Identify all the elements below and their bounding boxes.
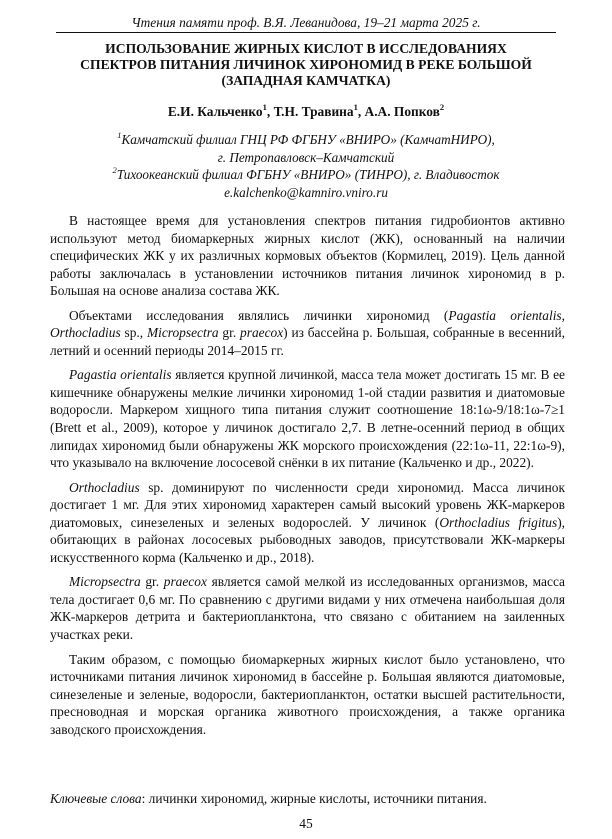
author-name: А.А. Попков [364, 104, 440, 119]
species-name: Micropsectra [69, 574, 141, 590]
author-separator: , [357, 104, 365, 119]
species-name: Micropsectra [146, 325, 219, 341]
paragraph-pagastia [50, 366, 565, 471]
author-separator: , [266, 104, 274, 119]
species-name: Orthocladius [50, 325, 121, 341]
affiliation-1-city: г. Петропавловск–Камчатский [217, 149, 395, 165]
affiliation-2 [40, 166, 572, 184]
author-name: Е.И. Кальченко [167, 104, 263, 119]
running-header: Чтения памяти проф. В.Я. Леванидова, 19–21 марта 2025 г. [56, 14, 556, 33]
keywords-label: Ключевые слова [50, 791, 142, 806]
title-line: ИСПОЛЬЗОВАНИЕ ЖИРНЫХ КИСЛОТ В ИССЛЕДОВАНИЯХ [105, 41, 507, 56]
affiliation-text: Камчатский филиал ГНЦ РФ ФГБНУ «ВНИРО» (КамчатНИРО), [121, 132, 495, 147]
article-title [40, 41, 572, 89]
author-affiliation-mark: 1 [262, 102, 267, 112]
paragraph-orthocladius [50, 479, 565, 567]
text-run: sp. доминируют по численности среди хирономид. Масса личинок достигает 1 мг. Для этих хирономид характерен самый высокий уровень ЖК-маркеров диатомовых, синезеленых и зеленых водорослей. У личинок ( [50, 479, 565, 530]
species-name: Pagastia orientalis [69, 367, 172, 383]
text-run: ), обитающих в районах лососевых рыбоводных заводов, присутствовали ЖК-маркеры искусственного корма (Кальченко и др., 2018). [50, 514, 565, 565]
author-affiliation-mark: 1 [353, 102, 358, 112]
page-number: 45 [299, 816, 313, 831]
text-run: является самой мелкой из исследованных организмов, масса тела достигает 0,6 мг. По сравнению с другими видами у них отмечена наибольшая доля ЖК-маркеров детрита и бактериопланктона, что связано с обитанием на заиленных участках реки. [50, 574, 565, 643]
author-name: Т.Н. Травина [273, 104, 354, 119]
affiliations [40, 131, 572, 201]
title-line: СПЕКТРОВ ПИТАНИЯ ЛИЧИНОК ХИРОНОМИД В РЕКЕ БОЛЬШОЙ [80, 57, 532, 72]
text-run: является крупной личинкой, масса тела может достигать 15 мг. В ее кишечнике обнаружены мелкие личинки хирономид 1-ой стадии развития и диатомовые водоросли. Маркером хищного типа питания служит соотношение 18:1ω-9/18:1ω-7≥1 (Brett et al., 2009), которое у личинок достигало 2,7. В летне-осенний период в общих липидах хирономид были обнаружены ЖК морского происхождения (22:1ω-11, 22:1ω-9), что указывало на включение лососевой снёнки в их питание (Кальченко и др., 2022). [50, 367, 566, 471]
keywords [50, 790, 565, 807]
author-affiliation-mark: 2 [439, 102, 445, 112]
contact-email: e.kalchenko@kamniro.vniro.ru [224, 184, 388, 200]
text-run: , [561, 307, 565, 323]
paragraph-intro: В настоящее время для установления спектров питания гидробионтов активно используют метод биомаркерных жирных кислот (ЖК), основанный на наличии специфических ЖК у их различных кормовых объектов (Кормилец, 2019). Цель данной работы заключалась в установлении источников питания личинок хирономид в р. Большая на основе анализа состава ЖК. [50, 213, 565, 299]
species-name: praecox [163, 574, 207, 590]
species-name: praecox [240, 325, 284, 341]
paragraph-objects [50, 307, 565, 360]
affiliation-1 [40, 131, 572, 149]
text-run: gr. [218, 325, 241, 341]
species-name: Orthocladius frigitus [439, 514, 558, 530]
species-name: Pagastia orientalis [448, 307, 562, 323]
author-list [40, 103, 572, 120]
title-line: (ЗАПАДНАЯ КАМЧАТКА) [221, 73, 391, 88]
affiliation-text: Тихоокеанский филиал ФГБНУ «ВНИРО» (ТИНРО), г. Владивосток [116, 167, 500, 183]
text-run: sp., [120, 325, 147, 341]
keywords-text: : личинки хирономид, жирные кислоты, источники питания. [141, 791, 487, 806]
paragraph-micropsectra [50, 573, 565, 643]
paragraph-conclusion: Таким образом, с помощью биомаркерных жирных кислот было установлено, что источниками питания личинок хирономид в бассейне р. Большая являются диатомовые, синезеленые и зеленые, водоросли, бактериопланктон, остатки высшей растительности, пресноводная и морская органика животного происхождения, а также органика заводского происхождения. [50, 651, 565, 737]
article-body [50, 212, 565, 738]
affiliation-mark: 1 [117, 130, 122, 140]
species-name: Orthocladius [69, 479, 140, 495]
text-run: gr. [140, 574, 164, 590]
affiliation-mark: 2 [112, 165, 117, 176]
text-run: ) из бассейна р. Большая, собранные в весенний, летний и осенний периоды 2014–2015 гг. [50, 325, 565, 358]
text-run: Объектами исследования являлись личинки хирономид ( [69, 307, 449, 323]
